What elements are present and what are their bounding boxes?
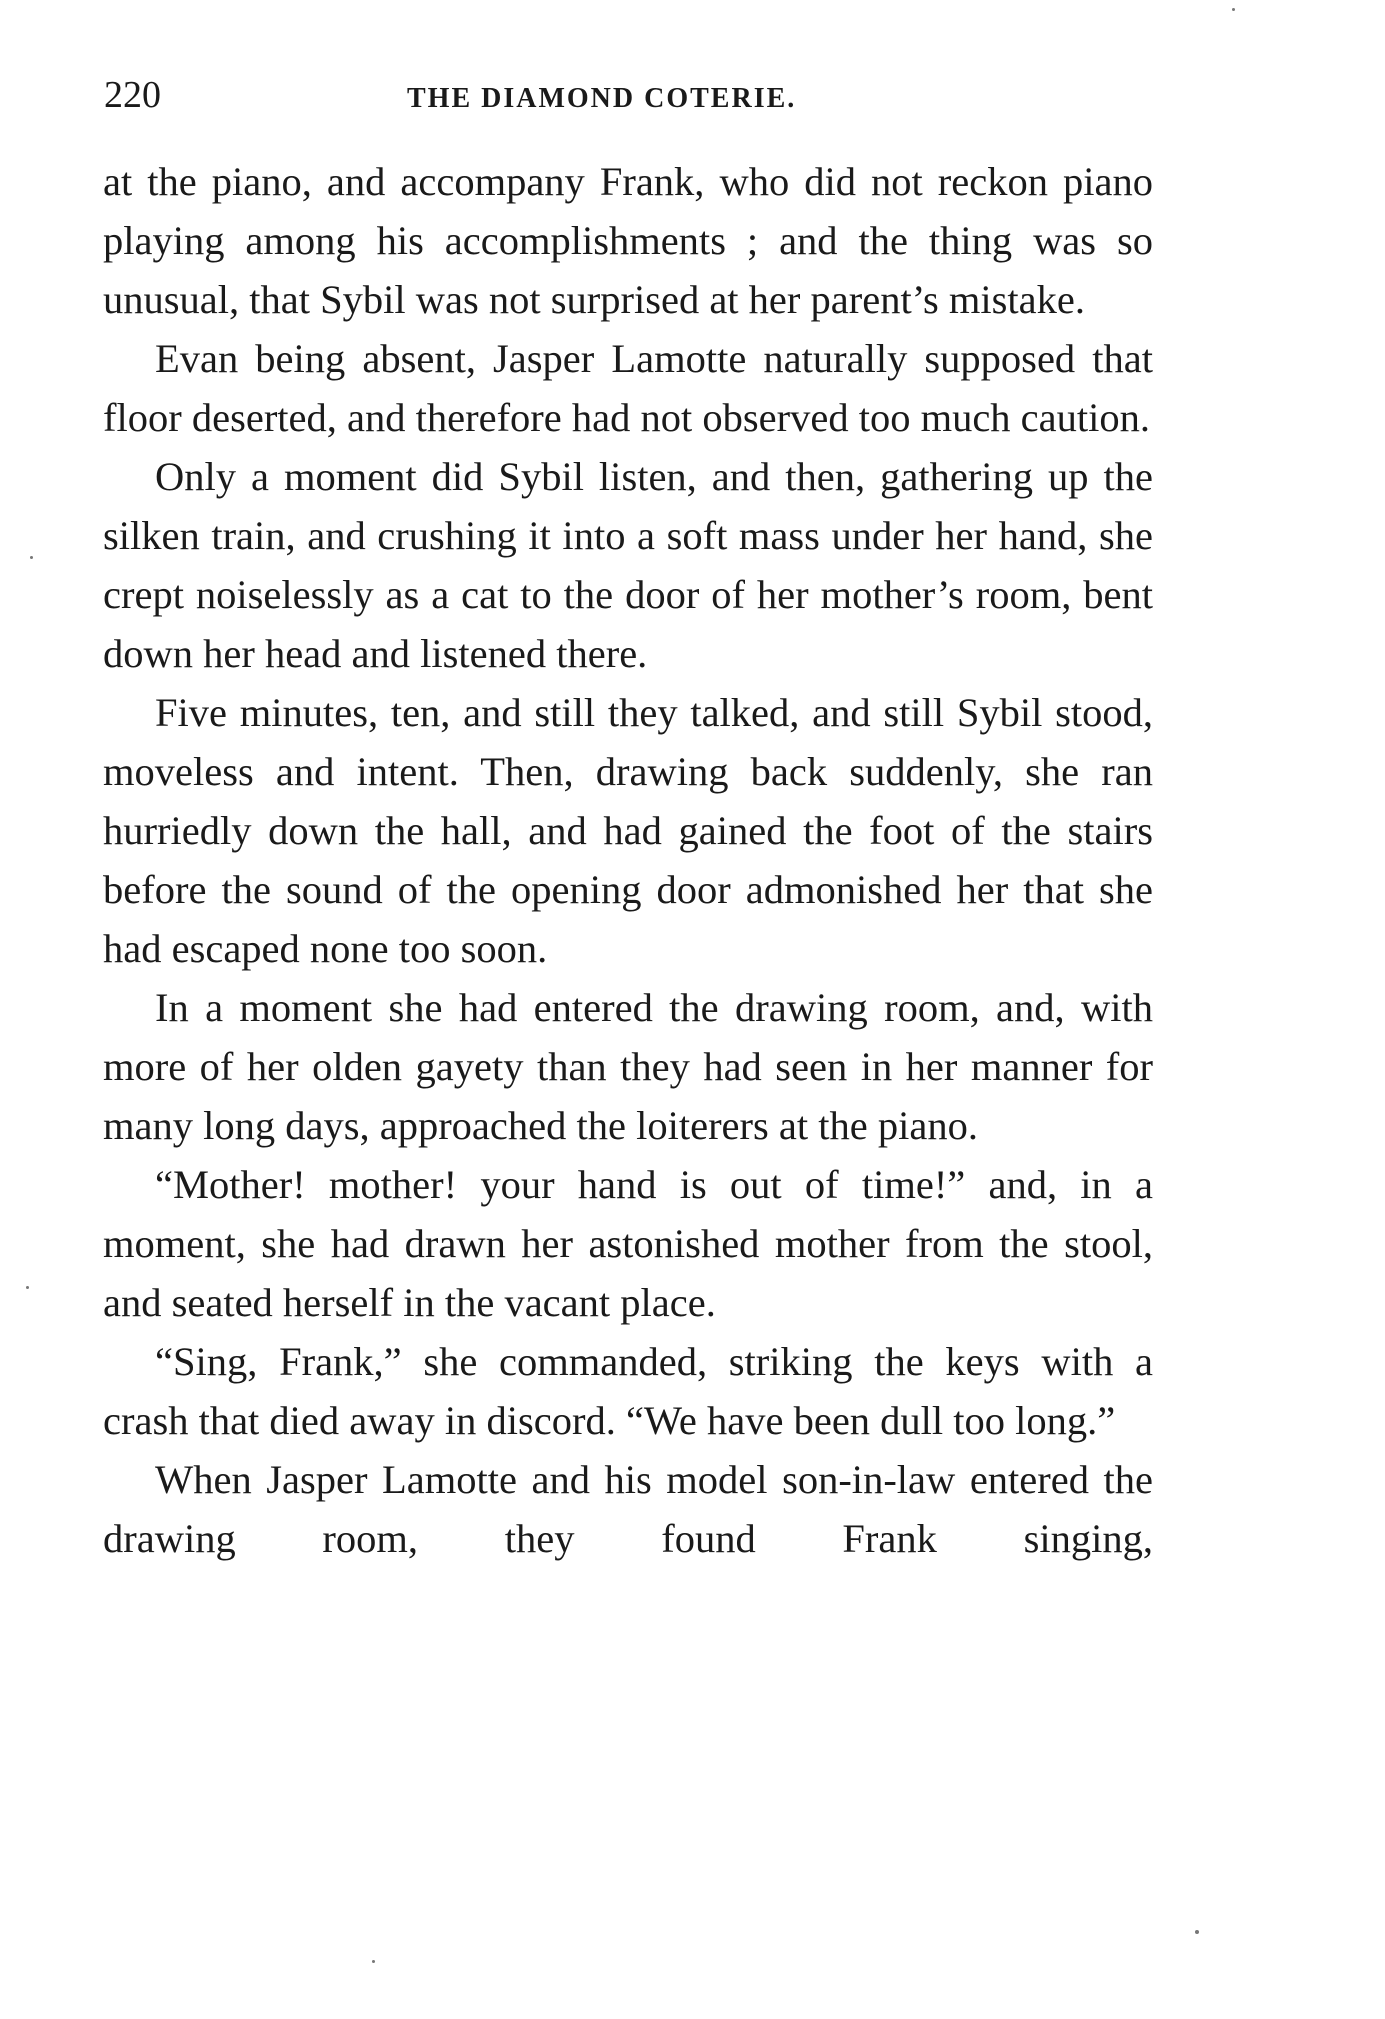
paragraph-6: “Mother! mother! your hand is out of time!” and, in a moment, she had drawn her astonished mother from the stool, and seated herself in the vacant place. — [103, 1162, 1153, 1325]
scan-speck — [30, 556, 33, 559]
paragraph-1: at the piano, and accompany Frank, who did not reckon piano playing among his accomplishments ; and the thing was so unusual, that Sybil was not surprised at her parent’s mistake. — [103, 159, 1153, 322]
scan-speck — [26, 1286, 29, 1289]
paragraph-2: Evan being absent, Jasper Lamotte naturally supposed that floor deserted, and therefore had not observed too much caution. — [103, 336, 1153, 440]
paragraph-3: Only a moment did Sybil listen, and then, gathering up the silken train, and crushing it into a soft mass under her hand, she crept noiselessly as a cat to the door of her mother’s room, bent down her head and listened there. — [103, 454, 1153, 676]
scan-speck — [372, 1960, 375, 1963]
scan-speck — [1195, 1930, 1199, 1934]
paragraph-4: Five minutes, ten, and still they talked, and still Sybil stood, moveless and intent. Then, drawing back suddenly, she ran hurriedly down the hall, and had gained the foot of the stairs before the sound of the opening door admonished her that she had escaped none too soon. — [103, 690, 1153, 971]
paragraph-7: “Sing, Frank,” she commanded, striking the keys with a crash that died away in discord. “We have been dull too long.” — [103, 1339, 1153, 1443]
page-number: 220 — [104, 74, 161, 116]
paragraph-8: When Jasper Lamotte and his model son-in-law entered the drawing room, they found Frank singing, — [103, 1457, 1153, 1561]
scan-speck — [1232, 8, 1235, 11]
paragraph-5: In a moment she had entered the drawing room, and, with more of her olden gayety than they had seen in her manner for many long days, approached the loiterers at the piano. — [103, 985, 1153, 1148]
running-title: THE DIAMOND COTERIE. — [407, 83, 797, 114]
running-head — [100, 70, 1150, 120]
body-text — [103, 152, 1153, 1568]
